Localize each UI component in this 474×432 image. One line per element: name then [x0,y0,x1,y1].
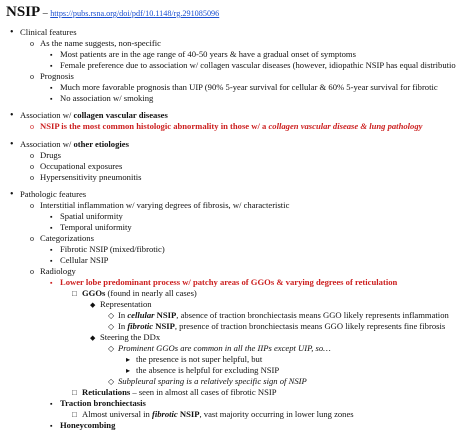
page-title: NSIP [6,4,41,20]
bullet-marker: □ [72,388,77,397]
list-item [10,27,77,38]
line-text: Drugs [40,150,62,160]
line-text: In [118,310,128,320]
bullet-marker: □ [72,410,77,419]
bullet-marker: o [30,122,34,131]
list-item [30,38,161,49]
line-text: Subpleural sparing is a relatively specific sign of NSIP [118,376,307,386]
line-text: Cellular NSIP [60,255,109,265]
line-text: , absence of traction bronchiectasis means GGO likely represents inflammation [176,310,449,320]
bullet-marker: ◆ [90,334,96,342]
line-text: , vast majority occurring in lower lung zones [199,409,354,419]
list-item [30,233,94,244]
line-text: Spatial uniformity [60,211,123,221]
bullet-marker: • [10,110,14,121]
bullet-marker: ▪ [50,279,53,287]
bullet-marker: o [30,201,34,210]
title-row [6,3,219,21]
bullet-marker: ▪ [50,400,53,408]
line-text: Prognosis [40,71,74,81]
list-item [30,266,76,277]
list-item [10,110,168,121]
bullet-marker: ◇ [108,344,115,353]
line-text: Most patients are in the age range of 40-50 years & have a gradual onset of symptoms [60,49,356,59]
list-item [10,189,86,200]
line-text: As the name suggests, non-specific [40,38,162,48]
bullet-marker: ▪ [50,224,53,232]
list-item [10,139,129,150]
bullet-marker: ▪ [50,51,53,59]
bullet-marker: ▪ [50,84,53,92]
bullet-marker: • [10,27,14,38]
bullet-marker: o [30,72,34,81]
bullet-marker: ▪ [50,246,53,254]
line-text: fibrotic [151,409,178,419]
bullet-marker: ◇ [108,311,115,320]
bullet-marker: ▸ [126,366,131,375]
line-text: Prominent GGOs are common in all the IIPs except UIP, so… [118,343,331,353]
bullet-marker: ◇ [108,322,115,331]
list-item [126,365,279,376]
line-text: Honeycombing [60,420,116,430]
line-text: Interstitial inflammation w/ varying degrees of fibrosis, w/ characteristic [40,200,290,210]
list-item [126,354,262,365]
list-item [108,321,445,332]
list-item [30,71,74,82]
line-text: Clinical features [20,27,77,37]
list-item [72,387,277,398]
list-item [30,150,61,161]
line-text: fibrotic [127,321,154,331]
bullet-marker: □ [72,289,77,298]
line-text: Almost universal in [82,409,152,419]
line-text: NSIP [177,409,200,419]
bullet-marker: o [30,39,34,48]
list-item [30,200,289,211]
line-text: other etiologies [73,139,129,149]
line-text: Association w/ [20,139,74,149]
line-text: (found in nearly all cases) [105,288,197,298]
line-text: , presence of traction bronchiectasis means GGO likely represents fine fibrosis [174,321,446,331]
line-text: Lower lobe predominant process w/ patchy areas of GGOs & varying degrees of reticulation [60,277,398,287]
bullet-marker: o [30,173,34,182]
line-text: Steering the DDx [100,332,161,342]
line-text: Temporal uniformity [60,222,132,232]
bullet-marker: o [30,151,34,160]
list-item [50,420,115,432]
source-link[interactable]: https://pubs.rsna.org/doi/pdf/10.1148/rg.291085096 [50,9,220,18]
bullet-marker: ▪ [50,95,53,103]
bullet-marker: ◆ [90,301,96,309]
line-text: Pathologic features [20,189,87,199]
title-dash: – [40,8,51,19]
list-item [30,161,122,172]
line-text: NSIP [153,321,175,331]
line-text: the presence is not super helpful, but [136,354,263,364]
line-text: Radiology [40,266,76,276]
line-text: Association w/ [20,110,74,120]
list-item [108,343,331,354]
bullet-marker: • [10,189,14,200]
line-text: Occupational exposures [40,161,123,171]
list-item [50,93,153,105]
bullet-marker: ◇ [108,377,115,386]
line-text: No association w/ smoking [60,93,154,103]
line-text: Categorizations [40,233,94,243]
line-text: Hypersensitivity pneumonitis [40,172,142,182]
line-text: Much more favorable prognosis than UIP (90% 5-year survival for cellular & 60% 5-year survival for fibrotic [60,82,438,92]
bullet-marker: ▪ [50,422,53,430]
list-item [108,310,449,321]
line-text: NSIP is the most common histologic abnormality in those w/ a [40,121,269,131]
bullet-marker: o [30,162,34,171]
line-text: Representation [100,299,152,309]
bullet-marker: ▪ [50,62,53,70]
list-item [72,288,197,299]
line-text: Female preference due to association w/ collagen vascular diseases (however, idiopathic NSIP has equal distributio [60,60,456,70]
line-text: Traction bronchiectasis [60,398,146,408]
bullet-marker: o [30,234,34,243]
line-text: – seen in almost all cases of fibrotic NSIP [130,387,277,397]
list-item [30,172,141,183]
list-item [72,409,354,420]
list-item [50,60,456,72]
list-item [30,121,422,132]
bullet-marker: • [10,139,14,150]
line-text: Fibrotic NSIP (mixed/fibrotic) [60,244,165,254]
list-item [108,376,307,387]
line-text: GGOs [82,288,106,298]
bullet-marker: ▪ [50,213,53,221]
line-text: NSIP [154,310,177,320]
bullet-marker: o [30,267,34,276]
line-text: collagen vascular diseases [73,110,168,120]
line-text: collagen vascular disease & lung pathology [268,121,423,131]
line-text: cellular [127,310,155,320]
bullet-marker: ▪ [50,257,53,265]
line-text: the absence is helpful for excluding NSIP [136,365,280,375]
line-text: In [118,321,128,331]
line-text: Reticulations [82,387,131,397]
bullet-marker: ▸ [126,355,131,364]
